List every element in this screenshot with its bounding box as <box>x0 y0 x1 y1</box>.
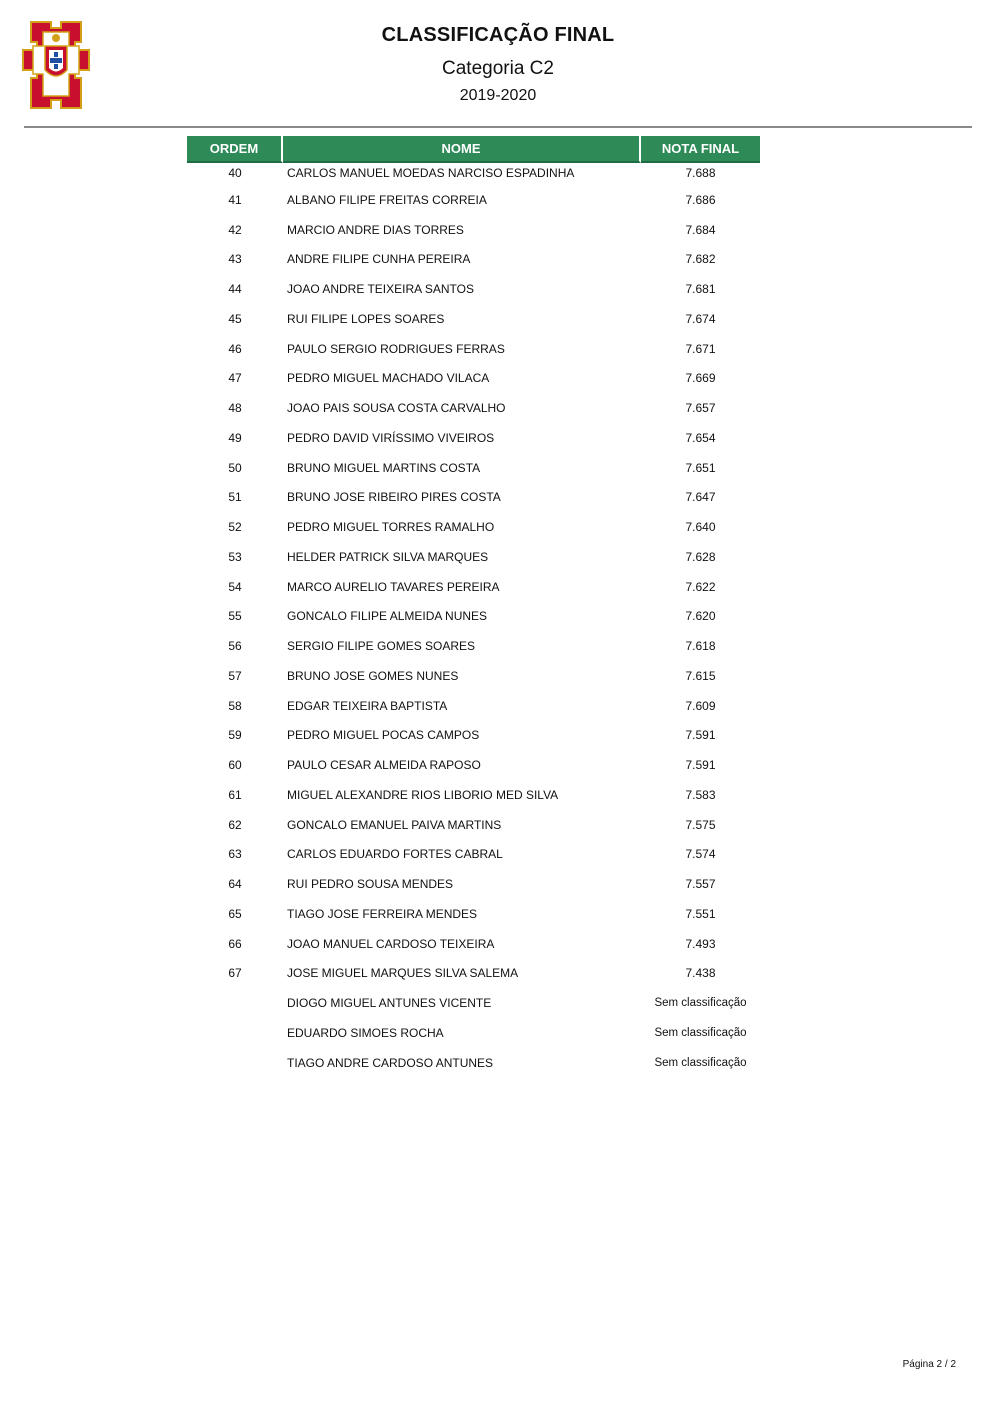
column-header-ordem: ORDEM <box>187 136 283 163</box>
cell-ordem: 53 <box>228 549 242 564</box>
cell-ordem: 61 <box>228 787 242 802</box>
table-row <box>187 721 760 751</box>
table-row <box>187 364 760 394</box>
cell-nota-final: 7.682 <box>685 252 716 267</box>
table-row <box>187 810 760 840</box>
cell-ordem: 49 <box>228 430 242 445</box>
cell-ordem: 44 <box>228 282 242 297</box>
cell-nota-final: 7.591 <box>685 758 716 773</box>
cell-nota-final: 7.671 <box>685 341 716 356</box>
cell-nota-final: Sem classificação <box>654 997 747 1010</box>
cell-nome: TIAGO ANDRE CARDOSO ANTUNES <box>287 1055 494 1070</box>
table-row <box>187 840 760 870</box>
cell-nome: CARLOS EDUARDO FORTES CABRAL <box>287 847 503 862</box>
table-row <box>187 1048 760 1078</box>
table-row <box>187 929 760 959</box>
cell-nome: TIAGO JOSE FERREIRA MENDES <box>287 906 478 921</box>
cell-nome: JOAO ANDRE TEIXEIRA SANTOS <box>287 282 474 297</box>
cell-nome: RUI PEDRO SOUSA MENDES <box>287 877 454 892</box>
cell-nome: MARCIO ANDRE DIAS TORRES <box>287 222 464 237</box>
cell-ordem: 43 <box>228 252 242 267</box>
cell-nota-final: 7.438 <box>685 966 716 981</box>
cell-nota-final: 7.654 <box>685 430 716 445</box>
cell-nota-final: 7.628 <box>685 549 716 564</box>
cell-ordem: 50 <box>228 460 242 475</box>
cell-nota-final: 7.583 <box>685 787 716 802</box>
table-row <box>187 750 760 780</box>
cell-nota-final: 7.609 <box>685 698 716 713</box>
cell-ordem: 57 <box>228 668 242 683</box>
cell-nome: CARLOS MANUEL MOEDAS NARCISO ESPADINHA <box>287 166 575 180</box>
cell-nome: EDGAR TEIXEIRA BAPTISTA <box>287 698 448 713</box>
table-row <box>187 163 760 185</box>
cell-nome: HELDER PATRICK SILVA MARQUES <box>287 549 489 564</box>
cell-nota-final: 7.640 <box>685 520 716 535</box>
table-row <box>187 572 760 602</box>
cell-nome: MARCO AURELIO TAVARES PEREIRA <box>287 579 500 594</box>
classification-table <box>187 136 760 1078</box>
cell-nome: DIOGO MIGUEL ANTUNES VICENTE <box>287 996 492 1011</box>
cell-ordem: 48 <box>228 401 242 416</box>
column-header-nota: NOTA FINAL <box>641 136 760 163</box>
page-title: CLASSIFICAÇÃO FINAL <box>381 24 615 46</box>
cell-nome: ALBANO FILIPE FREITAS CORREIA <box>287 192 487 207</box>
cell-nome: GONCALO FILIPE ALMEIDA NUNES <box>287 609 488 624</box>
table-row <box>187 988 760 1018</box>
table-row <box>187 274 760 304</box>
cell-ordem: 40 <box>228 166 242 180</box>
cell-nota-final: 7.651 <box>685 460 716 475</box>
cell-nota-final: 7.618 <box>685 639 716 654</box>
cell-nota-final: 7.493 <box>685 936 716 951</box>
cell-ordem: 64 <box>228 877 242 892</box>
table-row <box>187 393 760 423</box>
cell-nome: SERGIO FILIPE GOMES SOARES <box>287 639 476 654</box>
cell-nome: PAULO SERGIO RODRIGUES FERRAS <box>287 341 505 356</box>
cell-ordem: 62 <box>228 817 242 832</box>
table-row <box>187 542 760 572</box>
cell-nome: BRUNO MIGUEL MARTINS COSTA <box>287 460 481 475</box>
table-body <box>187 163 760 1078</box>
cell-nome: EDUARDO SIMOES ROCHA <box>287 1025 444 1040</box>
cell-nome: JOAO MANUEL CARDOSO TEIXEIRA <box>287 936 495 951</box>
table-row <box>187 423 760 453</box>
cell-ordem: 65 <box>228 906 242 921</box>
table-row <box>187 245 760 275</box>
table-row <box>187 453 760 483</box>
table-row <box>187 661 760 691</box>
cell-nota-final: 7.557 <box>685 877 716 892</box>
cell-ordem: 45 <box>228 311 242 326</box>
cell-nota-final: 7.681 <box>685 282 716 297</box>
cell-nome: MIGUEL ALEXANDRE RIOS LIBORIO MED SILVA <box>287 787 559 802</box>
table-header <box>187 136 760 163</box>
cell-nome: PAULO CESAR ALMEIDA RAPOSO <box>287 758 481 773</box>
cell-ordem: 51 <box>228 490 242 505</box>
table-row <box>187 304 760 334</box>
table-row <box>187 602 760 632</box>
table-row <box>187 512 760 542</box>
cell-nota-final: Sem classificação <box>654 1056 747 1069</box>
cell-nota-final: 7.620 <box>685 609 716 624</box>
cell-nome: BRUNO JOSE GOMES NUNES <box>287 668 459 683</box>
cell-nota-final: 7.686 <box>685 192 716 207</box>
cell-nome: PEDRO DAVID VIRÍSSIMO VIVEIROS <box>287 430 495 445</box>
cell-nome: JOAO PAIS SOUSA COSTA CARVALHO <box>287 401 506 416</box>
cell-ordem: 60 <box>228 758 242 773</box>
table-row <box>187 869 760 899</box>
cell-ordem: 56 <box>228 639 242 654</box>
cell-ordem: 63 <box>228 847 242 862</box>
cell-ordem: 58 <box>228 698 242 713</box>
cell-nome: RUI FILIPE LOPES SOARES <box>287 311 445 326</box>
cell-ordem: 55 <box>228 609 242 624</box>
cell-ordem: 47 <box>228 371 242 386</box>
header-divider <box>24 126 972 128</box>
column-header-nome: NOME <box>283 136 641 163</box>
cell-nota-final: 7.615 <box>685 668 716 683</box>
category-subtitle: Categoria C2 <box>442 58 554 79</box>
cell-nota-final: 7.669 <box>685 371 716 386</box>
cell-nota-final: Sem classificação <box>654 1026 747 1039</box>
cell-nome: ANDRE FILIPE CUNHA PEREIRA <box>287 252 471 267</box>
cell-nome: GONCALO EMANUEL PAIVA MARTINS <box>287 817 502 832</box>
cell-nota-final: 7.591 <box>685 728 716 743</box>
cell-nome: PEDRO MIGUEL POCAS CAMPOS <box>287 728 480 743</box>
cell-nota-final: 7.657 <box>685 401 716 416</box>
table-row <box>187 959 760 989</box>
table-row <box>187 1018 760 1048</box>
table-row <box>187 185 760 215</box>
cell-ordem: 41 <box>228 192 242 207</box>
cell-nome: PEDRO MIGUEL MACHADO VILACA <box>287 371 490 386</box>
table-row <box>187 899 760 929</box>
cell-nota-final: 7.575 <box>685 817 716 832</box>
cell-nome: JOSE MIGUEL MARQUES SILVA SALEMA <box>287 966 519 981</box>
cell-nota-final: 7.684 <box>685 222 716 237</box>
table-row <box>187 483 760 513</box>
cell-nota-final: 7.622 <box>685 579 716 594</box>
cell-nota-final: 7.674 <box>685 311 716 326</box>
cell-ordem: 67 <box>228 966 242 981</box>
table-row <box>187 691 760 721</box>
cell-ordem: 66 <box>228 936 242 951</box>
season-label: 2019-2020 <box>459 87 537 104</box>
cell-nome: BRUNO JOSE RIBEIRO PIRES COSTA <box>287 490 501 505</box>
table-row <box>187 334 760 364</box>
cell-nota-final: 7.688 <box>685 166 716 180</box>
page-number: Página 2 / 2 <box>902 1359 956 1370</box>
cell-ordem: 42 <box>228 222 242 237</box>
cell-ordem: 46 <box>228 341 242 356</box>
cell-ordem: 59 <box>228 728 242 743</box>
table-row <box>187 215 760 245</box>
cell-nota-final: 7.647 <box>685 490 716 505</box>
table-row <box>187 780 760 810</box>
cell-nota-final: 7.574 <box>685 847 716 862</box>
table-row <box>187 631 760 661</box>
cell-ordem: 52 <box>228 520 242 535</box>
cell-ordem: 54 <box>228 579 242 594</box>
cell-nota-final: 7.551 <box>685 906 716 921</box>
cell-nome: PEDRO MIGUEL TORRES RAMALHO <box>287 520 495 535</box>
